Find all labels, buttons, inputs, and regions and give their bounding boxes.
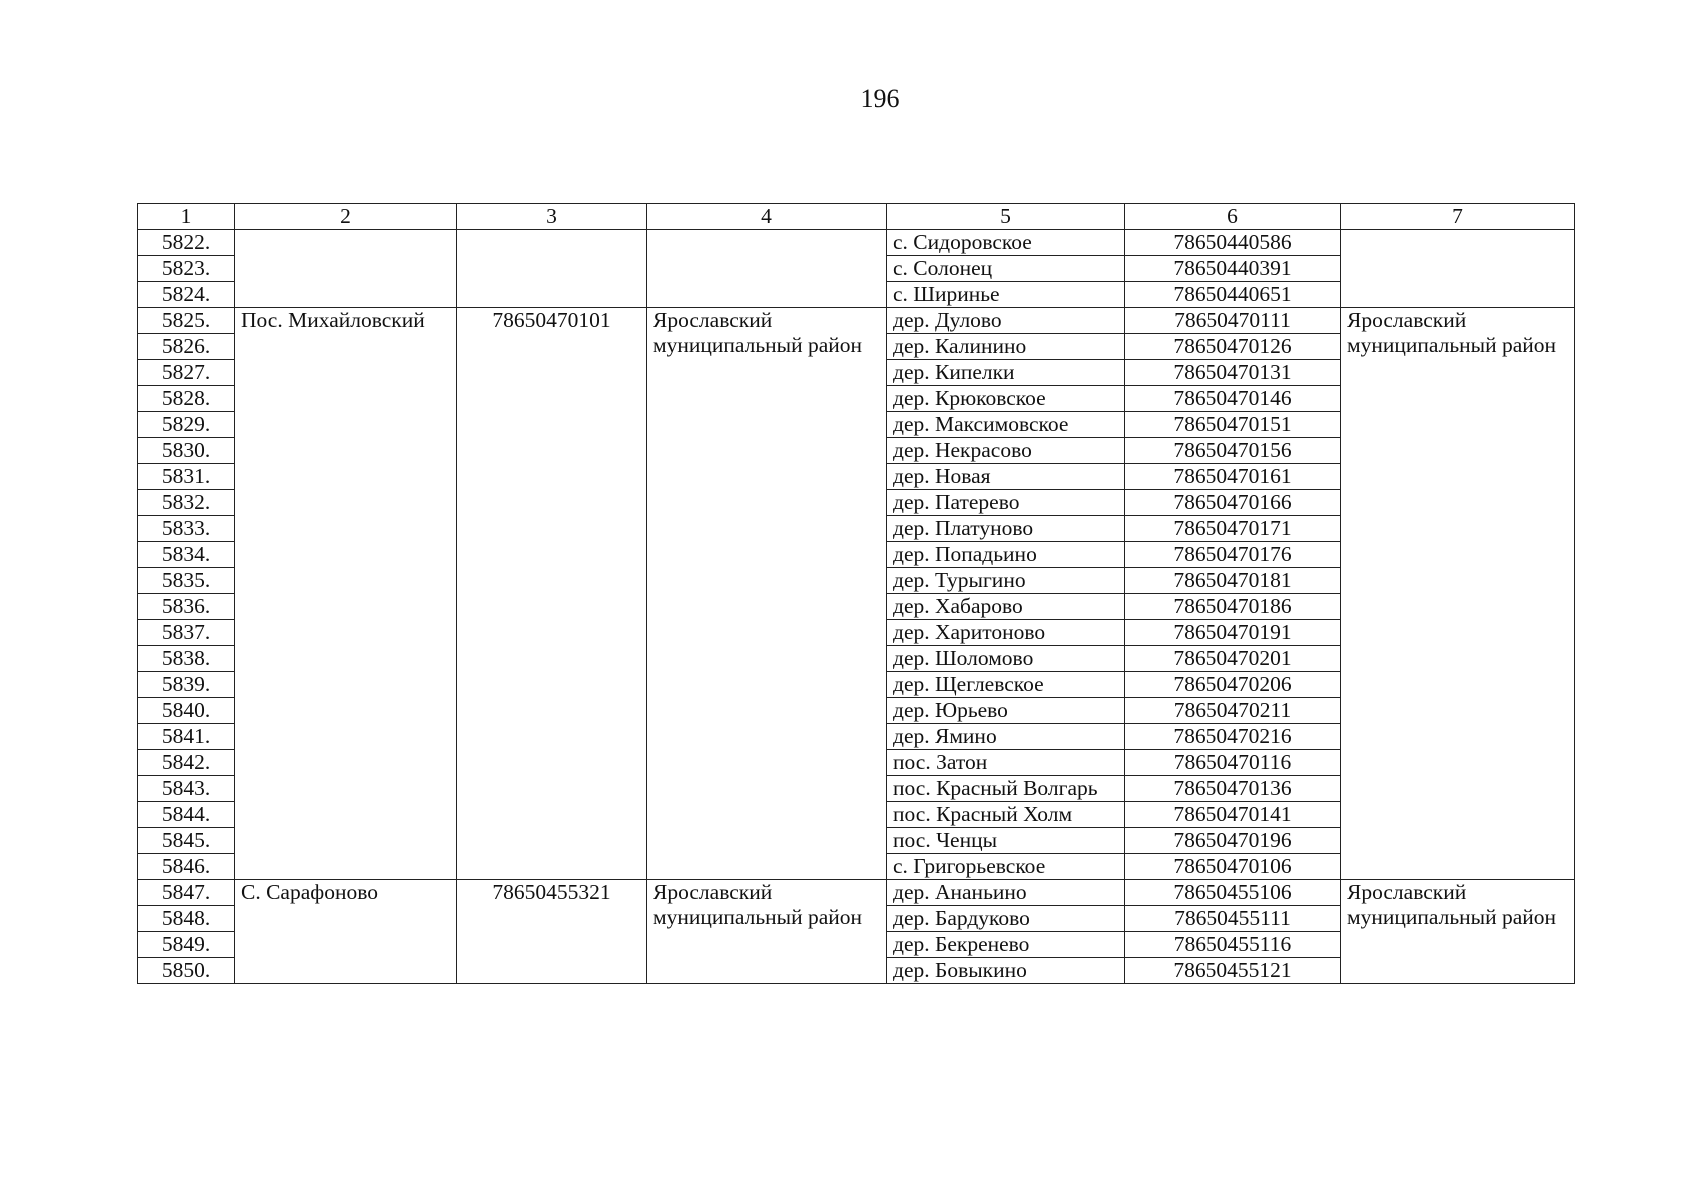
table-body xyxy=(138,230,1575,984)
locality-oktmo-cell: 78650470171 xyxy=(1125,516,1341,542)
locality-oktmo-cell: 78650470131 xyxy=(1125,360,1341,386)
settlement-cell xyxy=(235,230,457,308)
row-number: 5823. xyxy=(138,256,235,282)
row-number: 5831. xyxy=(138,464,235,490)
locality-oktmo-cell: 78650470111 xyxy=(1125,308,1341,334)
table-row xyxy=(138,880,1575,906)
locality-oktmo-cell: 78650470191 xyxy=(1125,620,1341,646)
column-header: 3 xyxy=(457,204,647,230)
locality-oktmo-cell: 78650470176 xyxy=(1125,542,1341,568)
locality-cell: дер. Дулово xyxy=(887,308,1125,334)
locality-oktmo-cell: 78650470196 xyxy=(1125,828,1341,854)
locality-cell: дер. Калинино xyxy=(887,334,1125,360)
locality-oktmo-cell: 78650470201 xyxy=(1125,646,1341,672)
locality-oktmo-cell: 78650470156 xyxy=(1125,438,1341,464)
row-number: 5850. xyxy=(138,958,235,984)
row-number: 5836. xyxy=(138,594,235,620)
locality-cell: пос. Красный Волгарь xyxy=(887,776,1125,802)
locality-cell: дер. Новая xyxy=(887,464,1125,490)
settlement-oktmo-cell xyxy=(457,230,647,308)
row-number: 5846. xyxy=(138,854,235,880)
locality-cell: пос. Ченцы xyxy=(887,828,1125,854)
locality-oktmo-cell: 78650455116 xyxy=(1125,932,1341,958)
district-cell xyxy=(647,230,887,308)
locality-oktmo-cell: 78650455121 xyxy=(1125,958,1341,984)
row-number: 5842. xyxy=(138,750,235,776)
settlement-oktmo-cell: 78650470101 xyxy=(457,308,647,880)
row-number: 5843. xyxy=(138,776,235,802)
locality-oktmo-cell: 78650440651 xyxy=(1125,282,1341,308)
locality-cell: дер. Попадьино xyxy=(887,542,1125,568)
locality-cell: с. Григорьевское xyxy=(887,854,1125,880)
row-number: 5840. xyxy=(138,698,235,724)
locality-cell: дер. Турыгино xyxy=(887,568,1125,594)
district-cell: Ярославский муниципальный район xyxy=(647,308,887,880)
column-header: 7 xyxy=(1341,204,1575,230)
locality-cell: дер. Юрьево xyxy=(887,698,1125,724)
locality-oktmo-cell: 78650470151 xyxy=(1125,412,1341,438)
row-number: 5848. xyxy=(138,906,235,932)
locality-cell: дер. Максимовское xyxy=(887,412,1125,438)
column-header: 4 xyxy=(647,204,887,230)
row-number: 5832. xyxy=(138,490,235,516)
settlement-oktmo-cell: 78650455321 xyxy=(457,880,647,984)
locality-cell: дер. Харитоново xyxy=(887,620,1125,646)
row-number: 5827. xyxy=(138,360,235,386)
row-number: 5847. xyxy=(138,880,235,906)
locality-cell: дер. Бекренево xyxy=(887,932,1125,958)
column-header: 2 xyxy=(235,204,457,230)
table-row xyxy=(138,308,1575,334)
locality-oktmo-cell: 78650470206 xyxy=(1125,672,1341,698)
locality-cell: дер. Щеглевское xyxy=(887,672,1125,698)
row-number: 5824. xyxy=(138,282,235,308)
locality-oktmo-cell: 78650470186 xyxy=(1125,594,1341,620)
row-number: 5822. xyxy=(138,230,235,256)
row-number: 5834. xyxy=(138,542,235,568)
locality-cell: дер. Платуново xyxy=(887,516,1125,542)
row-number: 5828. xyxy=(138,386,235,412)
locality-cell: с. Солонец xyxy=(887,256,1125,282)
locality-oktmo-cell: 78650470136 xyxy=(1125,776,1341,802)
locality-oktmo-cell: 78650455111 xyxy=(1125,906,1341,932)
locality-cell: дер. Хабарово xyxy=(887,594,1125,620)
column-header: 6 xyxy=(1125,204,1341,230)
district-column7-cell: Ярославский муниципальный район xyxy=(1341,308,1575,880)
locality-oktmo-cell: 78650470141 xyxy=(1125,802,1341,828)
locality-oktmo-cell: 78650470181 xyxy=(1125,568,1341,594)
locality-oktmo-cell: 78650470216 xyxy=(1125,724,1341,750)
row-number: 5835. xyxy=(138,568,235,594)
settlement-cell: Пос. Михайловский xyxy=(235,308,457,880)
row-number: 5837. xyxy=(138,620,235,646)
locality-cell: дер. Ямино xyxy=(887,724,1125,750)
district-column7-cell xyxy=(1341,230,1575,308)
locality-cell: пос. Затон xyxy=(887,750,1125,776)
district-column7-cell: Ярославский муниципальный район xyxy=(1341,880,1575,984)
locality-cell: дер. Шоломово xyxy=(887,646,1125,672)
row-number: 5849. xyxy=(138,932,235,958)
locality-oktmo-cell: 78650470146 xyxy=(1125,386,1341,412)
locality-cell: дер. Ананьино xyxy=(887,880,1125,906)
locality-oktmo-cell: 78650470211 xyxy=(1125,698,1341,724)
locality-oktmo-cell: 78650455106 xyxy=(1125,880,1341,906)
locality-oktmo-cell: 78650470106 xyxy=(1125,854,1341,880)
table-row xyxy=(138,230,1575,256)
locality-cell: пос. Красный Холм xyxy=(887,802,1125,828)
row-number: 5825. xyxy=(138,308,235,334)
locality-oktmo-cell: 78650470116 xyxy=(1125,750,1341,776)
locality-oktmo-cell: 78650470126 xyxy=(1125,334,1341,360)
locality-oktmo-cell: 78650470166 xyxy=(1125,490,1341,516)
row-number: 5845. xyxy=(138,828,235,854)
settlements-table xyxy=(137,203,1575,984)
row-number: 5838. xyxy=(138,646,235,672)
locality-cell: с. Ширинье xyxy=(887,282,1125,308)
settlement-cell: С. Сарафоново xyxy=(235,880,457,984)
locality-cell: дер. Бовыкино xyxy=(887,958,1125,984)
locality-cell: с. Сидоровское xyxy=(887,230,1125,256)
district-cell: Ярославский муниципальный район xyxy=(647,880,887,984)
row-number: 5844. xyxy=(138,802,235,828)
locality-cell: дер. Патерево xyxy=(887,490,1125,516)
locality-cell: дер. Кипелки xyxy=(887,360,1125,386)
locality-oktmo-cell: 78650470161 xyxy=(1125,464,1341,490)
header-row xyxy=(138,204,1575,230)
row-number: 5839. xyxy=(138,672,235,698)
row-number: 5841. xyxy=(138,724,235,750)
row-number: 5829. xyxy=(138,412,235,438)
locality-cell: дер. Крюковское xyxy=(887,386,1125,412)
locality-oktmo-cell: 78650440391 xyxy=(1125,256,1341,282)
row-number: 5830. xyxy=(138,438,235,464)
page-number: 196 xyxy=(860,84,900,113)
locality-cell: дер. Бардуково xyxy=(887,906,1125,932)
locality-oktmo-cell: 78650440586 xyxy=(1125,230,1341,256)
row-number: 5833. xyxy=(138,516,235,542)
locality-cell: дер. Некрасово xyxy=(887,438,1125,464)
row-number: 5826. xyxy=(138,334,235,360)
column-header: 5 xyxy=(887,204,1125,230)
column-header: 1 xyxy=(138,204,235,230)
